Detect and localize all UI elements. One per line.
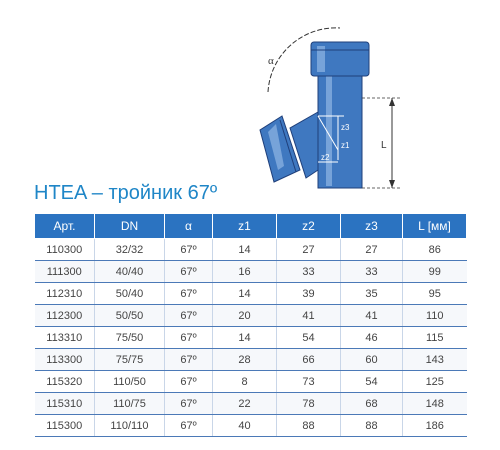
table-cell: 115300: [35, 415, 95, 437]
table-cell: 50/40: [95, 283, 165, 305]
main-pipe: [318, 58, 362, 188]
table-cell: 33: [277, 261, 341, 283]
column-header: z2: [277, 214, 341, 239]
table-cell: 16: [213, 261, 277, 283]
table-cell: 41: [277, 305, 341, 327]
table-cell: 60: [341, 349, 403, 371]
table-cell: 20: [213, 305, 277, 327]
table-cell: 110/110: [95, 415, 165, 437]
table-cell: 67º: [165, 327, 213, 349]
table-cell: 54: [341, 371, 403, 393]
table-cell: 46: [341, 327, 403, 349]
table-row: [35, 283, 467, 305]
table-cell: 73: [277, 371, 341, 393]
table-cell: 88: [341, 415, 403, 437]
column-header: Арт.: [35, 214, 95, 239]
spec-table: [34, 213, 467, 437]
z3-label: z3: [341, 123, 350, 132]
table-cell: 115: [403, 327, 467, 349]
table-cell: 68: [341, 393, 403, 415]
table-cell: 14: [213, 239, 277, 261]
table-row: [35, 261, 467, 283]
table-cell: 86: [403, 239, 467, 261]
column-header: L [мм]: [403, 214, 467, 239]
table-cell: 186: [403, 415, 467, 437]
table-cell: 50/50: [95, 305, 165, 327]
table-row: [35, 393, 467, 415]
z1-label: z1: [341, 141, 350, 150]
table-cell: 110/75: [95, 393, 165, 415]
column-header: z1: [213, 214, 277, 239]
table-cell: 8: [213, 371, 277, 393]
table-body: [35, 239, 467, 437]
table-cell: 143: [403, 349, 467, 371]
table-cell: 27: [277, 239, 341, 261]
table-cell: 112310: [35, 283, 95, 305]
table-cell: 22: [213, 393, 277, 415]
table-row: [35, 239, 467, 261]
table-cell: 67º: [165, 283, 213, 305]
table-cell: 78: [277, 393, 341, 415]
table-cell: 39: [277, 283, 341, 305]
table-cell: 125: [403, 371, 467, 393]
column-header: z3: [341, 214, 403, 239]
table-cell: 67º: [165, 393, 213, 415]
column-header: DN: [95, 214, 165, 239]
table-cell: 67º: [165, 239, 213, 261]
z2-label: z2: [321, 153, 330, 162]
table-cell: 115310: [35, 393, 95, 415]
column-header: α: [165, 214, 213, 239]
table-cell: 148: [403, 393, 467, 415]
table-cell: 75/75: [95, 349, 165, 371]
table-cell: 14: [213, 327, 277, 349]
table-cell: 54: [277, 327, 341, 349]
table-cell: 88: [277, 415, 341, 437]
table-row: [35, 327, 467, 349]
table-cell: 110: [403, 305, 467, 327]
table-cell: 27: [341, 239, 403, 261]
table-cell: 67º: [165, 261, 213, 283]
table-cell: 41: [341, 305, 403, 327]
tee-pipe-drawing: [220, 20, 420, 200]
table-cell: 95: [403, 283, 467, 305]
l-label: L: [381, 140, 387, 151]
table-row: [35, 371, 467, 393]
table-cell: 112300: [35, 305, 95, 327]
table-cell: 32/32: [95, 239, 165, 261]
table-cell: 99: [403, 261, 467, 283]
table-cell: 28: [213, 349, 277, 371]
table-row: [35, 415, 467, 437]
table-cell: 67º: [165, 305, 213, 327]
table-cell: 113300: [35, 349, 95, 371]
table-cell: 113310: [35, 327, 95, 349]
table-header-row: [35, 214, 467, 239]
table-cell: 14: [213, 283, 277, 305]
table-cell: 35: [341, 283, 403, 305]
table-cell: 40: [213, 415, 277, 437]
table-row: [35, 305, 467, 327]
table-cell: 75/50: [95, 327, 165, 349]
table-cell: 40/40: [95, 261, 165, 283]
table-cell: 67º: [165, 371, 213, 393]
table-cell: 67º: [165, 349, 213, 371]
table-cell: 33: [341, 261, 403, 283]
table-cell: 110300: [35, 239, 95, 261]
table-cell: 110/50: [95, 371, 165, 393]
page-title: HTEA – тройник 67º: [34, 182, 218, 204]
alpha-label: α: [268, 55, 274, 67]
table-row: [35, 349, 467, 371]
table-cell: 111300: [35, 261, 95, 283]
table-cell: 67º: [165, 415, 213, 437]
table-cell: 66: [277, 349, 341, 371]
table-cell: 115320: [35, 371, 95, 393]
